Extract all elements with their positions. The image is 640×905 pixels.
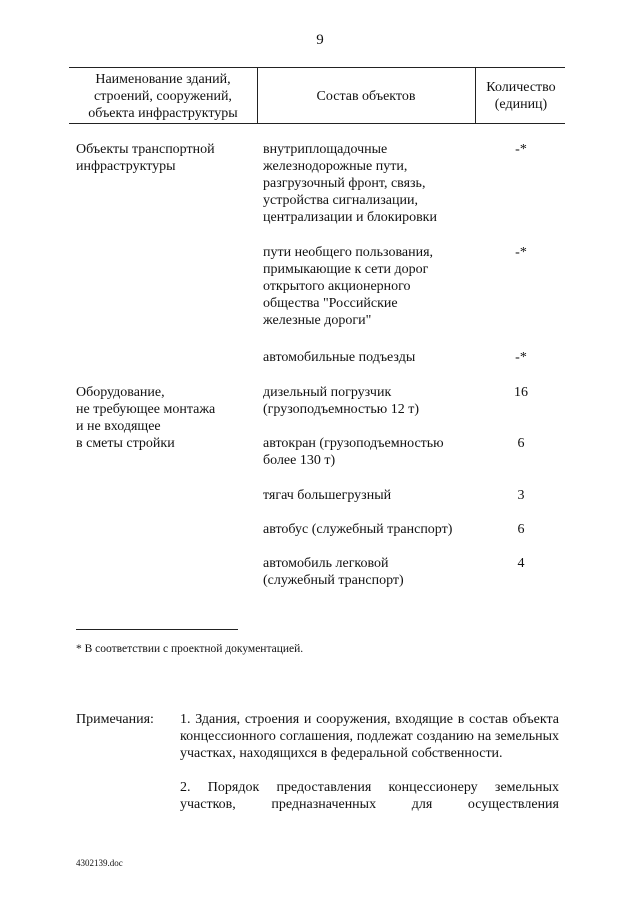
quantity-cell: 4 [517, 556, 525, 571]
header-divider-2 [475, 67, 476, 123]
footnote-separator [76, 629, 238, 630]
note-item: 2. Порядок предоставления концессионеру земельных участков, предназначенных для осуществления [180, 780, 559, 812]
quantity-cell: -* [515, 245, 527, 260]
object-row: автокран (грузоподъемностью более 130 т) [263, 436, 444, 468]
document-id: 4302139.doc [76, 858, 123, 868]
note-item: 1. Здания, строения и сооружения, входящие в состав объекта концессионного соглашения, подлежат созданию на земельных участках, находящихся в федеральной собственности. [180, 712, 559, 761]
table-header-bottom-border [69, 123, 565, 124]
notes-label: Примечания: [76, 712, 154, 727]
page-number: 9 [316, 32, 324, 48]
header-name: Наименование зданий, строений, сооружений, объекта инфраструктуры [88, 72, 238, 121]
quantity-cell: 16 [514, 385, 528, 400]
header-composition: Состав объектов [316, 89, 416, 104]
header-divider-1 [257, 67, 258, 123]
table-top-border [69, 67, 565, 68]
object-row: автомобильные подъезды [263, 350, 416, 365]
object-row: автомобиль легковой (служебный транспорт) [263, 556, 404, 588]
quantity-cell: -* [515, 350, 527, 365]
object-row: дизельный погрузчик (грузоподъемностью 12 т) [263, 385, 419, 417]
quantity-cell: 6 [517, 436, 525, 451]
group-transport-infrastructure: Объекты транспортной инфраструктуры [76, 142, 215, 174]
quantity-cell: 6 [517, 522, 525, 537]
header-quantity: Количество (единиц) [486, 80, 556, 112]
footnote: * В соответствии с проектной документацией. [76, 643, 304, 655]
object-row: внутриплощадочные железнодорожные пути, разгрузочный фронт, связь, устройства сигнализации, централизации и блокировки [263, 142, 437, 225]
object-row: тягач большегрузный [263, 488, 392, 503]
object-row: пути необщего пользования, примыкающие к сети дорог открытого акционерного общества "Российские железные дороги" [263, 245, 434, 328]
quantity-cell: 3 [517, 488, 525, 503]
quantity-cell: -* [515, 142, 527, 157]
group-equipment: Оборудование, не требующее монтажа и не входящее в сметы стройки [76, 385, 216, 451]
object-row: автобус (служебный транспорт) [263, 522, 453, 537]
